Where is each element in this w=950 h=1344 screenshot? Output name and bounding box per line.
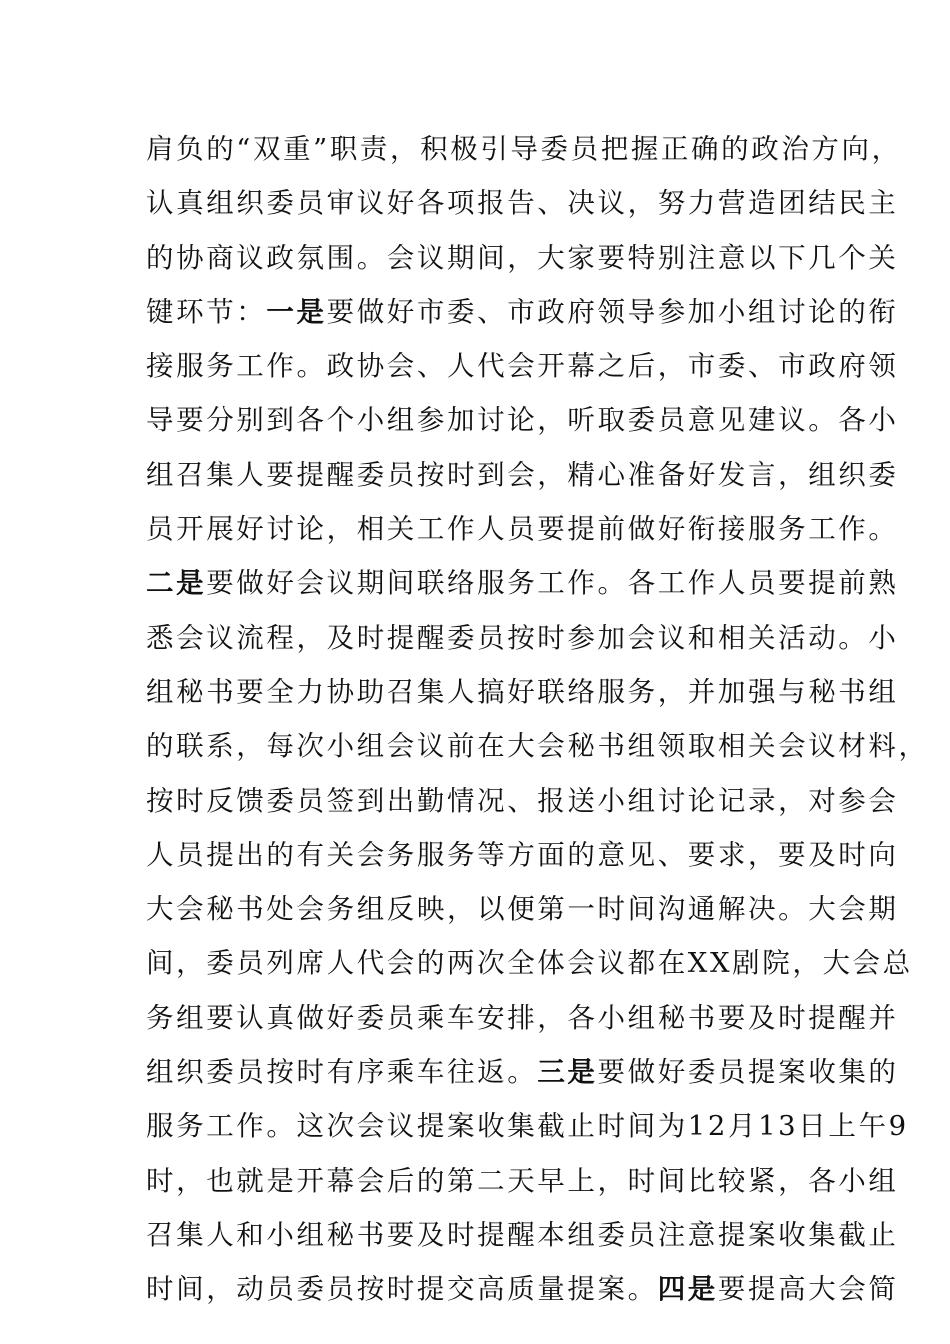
text-run: 的联系，每次小组会议前在大会秘书组领取相关会议材料， <box>146 730 929 763</box>
text-line <box>146 882 899 936</box>
text-run: 员开展好讨论，相关工作人员要提前做好衔接服务工作。 <box>146 513 899 546</box>
text-run: 务组要认真做好委员乘车安排，各小组秘书要及时提醒并 <box>146 1001 899 1034</box>
text-line <box>146 1154 899 1208</box>
text-run: 服务工作。这次会议提案收集截止时间为12月13日上午9 <box>146 1110 909 1143</box>
text-line <box>146 448 899 502</box>
text-run: 导要分别到各个小组参加讨论，听取委员意见建议。各小 <box>146 404 899 437</box>
text-line <box>146 774 899 828</box>
text-run: 要做好市委、市政府领导参加小组讨论的衔 <box>326 295 899 328</box>
text-line <box>146 1099 909 1153</box>
text-run: 的协商议政氛围。会议期间，大家要特别注意以下几个关 <box>146 241 899 274</box>
text-run: 时间，动员委员按时提交高质量提案。 <box>146 1273 658 1306</box>
text-run: 要提高大会简 <box>717 1273 899 1306</box>
text-run: 时，也就是开幕会后的第二天早上，时间比较紧，各小组 <box>146 1164 899 1197</box>
text-line <box>146 828 899 882</box>
text-line <box>146 991 899 1045</box>
text-run: 肩负的“双重”职责，积极引导委员把握正确的政治方向， <box>146 133 902 165</box>
text-run: 人员提出的有关会务服务等方面的意见、要求，要及时向 <box>146 838 899 871</box>
text-line <box>146 1208 899 1262</box>
text-run: 大会秘书处会务组反映，以便第一时间沟通解决。大会期 <box>146 893 899 926</box>
text-run: 悉会议流程，及时提醒委员按时参加会议和相关活动。小 <box>146 621 899 654</box>
text-run: 要做好会议期间联络服务工作。各工作人员要提前熟 <box>206 567 899 600</box>
text-line <box>146 665 899 719</box>
text-line <box>146 556 899 610</box>
text-run: 组秘书要全力协助召集人搞好联络服务，并加强与秘书组 <box>146 675 899 708</box>
text-run: 按时反馈委员签到出勤情况、报送小组讨论记录，对参会 <box>146 784 899 817</box>
emphasis-text: 三是 <box>537 1056 598 1089</box>
text-run: 键环节： <box>146 295 267 328</box>
text-run: 间，委员列席人代会的两次全体会议都在XX剧院，大会总 <box>146 947 913 980</box>
text-line <box>146 936 913 990</box>
emphasis-text: 一是 <box>266 295 327 328</box>
text-run: 组织委员按时有序乘车往返。 <box>146 1056 538 1089</box>
text-line <box>146 1045 899 1099</box>
body-text <box>146 122 929 1317</box>
text-run: 组召集人要提醒委员按时到会，精心准备好发言，组织委 <box>146 458 899 491</box>
text-line <box>146 502 899 556</box>
text-line <box>146 719 929 773</box>
text-line <box>146 122 902 176</box>
text-run: 认真组织委员审议好各项报告、决议，努力营造团结民主 <box>146 187 899 220</box>
emphasis-text: 二是 <box>146 567 207 600</box>
text-run: 接服务工作。政协会、人代会开幕之后，市委、市政府领 <box>146 350 899 383</box>
emphasis-text: 四是 <box>657 1273 718 1306</box>
text-run: 要做好委员提案收集的 <box>597 1056 899 1089</box>
text-run: 召集人和小组秘书要及时提醒本组委员注意提案收集截止 <box>146 1218 899 1251</box>
text-line <box>146 1262 899 1316</box>
text-line <box>146 339 899 393</box>
text-line <box>146 285 899 339</box>
text-line <box>146 393 899 447</box>
text-line <box>146 231 899 285</box>
text-line <box>146 176 899 230</box>
text-line <box>146 611 899 665</box>
